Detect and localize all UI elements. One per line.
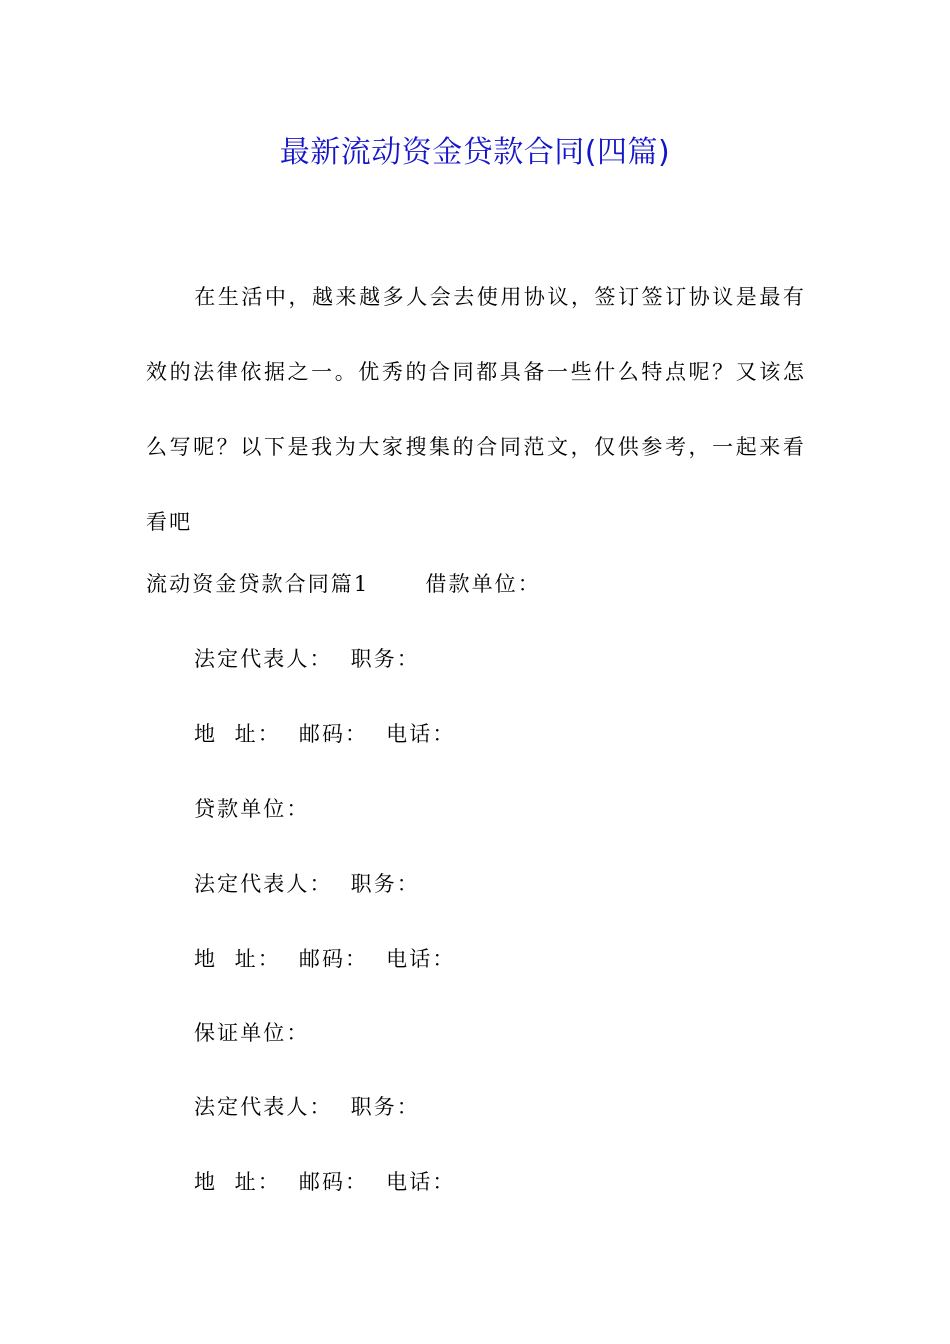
borrower-legal-rep-line bbox=[194, 639, 420, 679]
lender-address-line bbox=[194, 939, 455, 979]
postcode-label: 邮码： bbox=[298, 947, 369, 971]
position-label: 职务： bbox=[350, 1095, 420, 1119]
postcode-label: 邮码： bbox=[298, 1170, 369, 1194]
phone-label: 电话： bbox=[386, 947, 456, 971]
lender-label: 贷款单位： bbox=[194, 797, 310, 821]
address-label: 地 址： bbox=[194, 947, 281, 971]
legal-rep-label: 法定代表人： bbox=[194, 1095, 333, 1119]
borrower-address-line bbox=[194, 714, 455, 754]
address-label: 地 址： bbox=[194, 722, 281, 746]
document-title: 最新流动资金贷款合同(四篇) bbox=[279, 135, 671, 170]
address-label: 地 址： bbox=[194, 1170, 281, 1194]
position-label: 职务： bbox=[350, 872, 420, 896]
position-label: 职务： bbox=[350, 647, 420, 671]
guarantor-label: 保证单位： bbox=[194, 1021, 310, 1045]
guarantor-address-line bbox=[194, 1162, 455, 1202]
section-heading-line bbox=[146, 564, 541, 604]
lender-legal-rep-line bbox=[194, 864, 420, 904]
guarantor-line bbox=[194, 1013, 310, 1053]
intro-paragraph: 在生活中，越来越多人会去使用协议，签订签订协议是最有效的法律依据之一。优秀的合同都具备一些什么特点呢？又该怎么写呢？以下是我为大家搜集的合同范文，仅供参考，一起来看看吧 bbox=[146, 285, 806, 534]
legal-rep-label: 法定代表人： bbox=[194, 647, 333, 671]
lender-line bbox=[194, 789, 310, 829]
postcode-label: 邮码： bbox=[298, 722, 369, 746]
section-heading: 流动资金贷款合同篇1 bbox=[146, 572, 370, 596]
guarantor-legal-rep-line bbox=[194, 1087, 420, 1127]
borrower-label: 借款单位： bbox=[425, 572, 541, 596]
legal-rep-label: 法定代表人： bbox=[194, 872, 333, 896]
phone-label: 电话： bbox=[386, 1170, 456, 1194]
phone-label: 电话： bbox=[386, 722, 456, 746]
